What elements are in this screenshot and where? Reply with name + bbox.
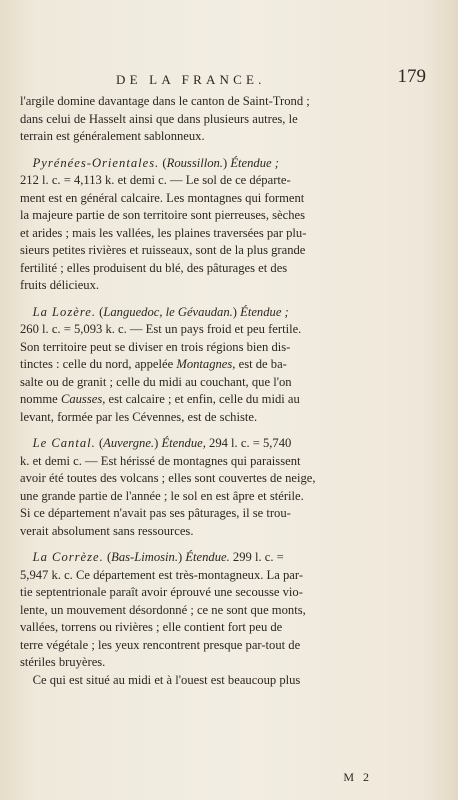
department-name: Le Cantal. xyxy=(32,436,96,450)
text-line: fertilité ; elles produisent du blé, des pâturages et des xyxy=(20,260,288,275)
text-line: vallées, torrens ou rivières ; elle contient fort peu de xyxy=(20,620,283,634)
text-line: fruits délicieux. xyxy=(20,278,100,292)
text-line: 5,947 k. c. Ce département est très-montagneux. La par- xyxy=(20,567,304,582)
text-fragment: est de ba- xyxy=(238,357,287,371)
paragraph-cantal xyxy=(20,435,426,453)
text-line xyxy=(20,672,426,690)
text-line: verait absolument sans ressources. xyxy=(20,523,194,538)
former-province: Bas-Limosin. xyxy=(111,550,178,564)
page-header xyxy=(116,66,426,94)
area-label: Étendue, xyxy=(161,436,206,450)
text-line: levant, formée par les Cévennes, est de schiste. xyxy=(20,409,258,424)
area-label: Étendue ; xyxy=(230,155,279,170)
text-fragment: Ce qui est situé au midi et à l'ouest est beaucoup plus xyxy=(32,672,301,687)
text-fragment: ) xyxy=(154,436,159,450)
text-line: et arides ; mais les vallées, les plaines traversées par plu- xyxy=(20,225,307,240)
text-line: la majeure partie de son territoire sont pierreuses, sèches xyxy=(20,208,305,222)
text-line: 260 l. c. = 5,093 k. c. — Est un pays froid et peu fertile. xyxy=(20,322,302,336)
text-fragment: 294 l. c. = 5,740 xyxy=(209,436,292,450)
text-line: ment est en général calcaire. Les montagnes qui forment xyxy=(20,190,305,205)
area-label: Étendue. xyxy=(185,550,230,564)
text-fragment: tinctes : celle du nord, appelée xyxy=(20,357,174,371)
text-line: Si ce département n'avait pas ses pâturages, il se trou- xyxy=(20,506,291,520)
text-line: 212 l. c. = 4,113 k. et demi c. — Le sol de ce départe- xyxy=(20,173,291,187)
text-line xyxy=(20,356,426,374)
former-province: Roussillon. xyxy=(166,155,223,170)
text-line: dans celui de Hasselt ainsi que dans plusieurs autres, le xyxy=(20,111,298,126)
text-line: stériles bruyères. xyxy=(20,655,106,669)
text-fragment: 299 l. c. = xyxy=(232,550,284,564)
department-name: Pyrénées-Orientales. xyxy=(32,155,160,170)
department-name: La Lozère. xyxy=(32,304,97,319)
running-head: DE LA FRANCE. xyxy=(116,72,266,87)
text-line: terre végétale ; les yeux rencontrent presque par-tout de xyxy=(20,637,301,652)
text-fragment: ) xyxy=(232,304,237,319)
text-fragment: ( xyxy=(162,155,167,170)
department-name: La Corrèze. xyxy=(32,550,104,564)
area-label: Étendue ; xyxy=(240,304,289,319)
paragraph-correze xyxy=(20,549,426,567)
text-line: lente, un mouvement désordonné ; ce ne sont que monts, xyxy=(20,602,306,617)
text-fragment: ( xyxy=(98,436,104,450)
body-text xyxy=(20,93,426,689)
signature-mark: M 2 xyxy=(343,770,372,784)
text-line: avoir été toutes des volcans ; elles sont couvertes de neige, xyxy=(20,471,316,485)
region-name: Causses, xyxy=(60,392,106,406)
text-line: Son territoire peut se diviser en trois régions bien dis- xyxy=(20,339,291,354)
text-fragment: ) xyxy=(177,550,183,564)
paragraph-lozere xyxy=(20,304,426,322)
former-province: Languedoc, le Gévaudan. xyxy=(103,304,233,319)
text-line: sieurs petites rivières et ruisseaux, sont de la plus grande xyxy=(20,243,306,257)
text-line: tie septentrionale paraît avoir éprouvé une secousse vio- xyxy=(20,585,303,599)
text-fragment: ( xyxy=(106,550,112,564)
former-province: Auvergne. xyxy=(103,436,155,450)
region-name: Montagnes, xyxy=(176,357,236,371)
text-line: une grande partie de l'année ; le sol en est âpre et stérile. xyxy=(20,488,304,503)
text-line: l'argile domine davantage dans le canton de Saint-Trond ; xyxy=(20,94,310,108)
text-fragment: ) xyxy=(222,155,228,170)
page-number: 179 xyxy=(397,66,426,87)
text-line: terrain est généralement sablonneux. xyxy=(20,129,205,143)
text-line: k. et demi c. — Est hérissé de montagnes qui paraissent xyxy=(20,453,301,468)
paragraph-pyrenees-orientales xyxy=(20,155,426,173)
text-line xyxy=(20,391,426,409)
text-fragment: ( xyxy=(99,304,104,319)
text-fragment: est calcaire ; et enfin, celle du midi au xyxy=(108,392,300,406)
text-fragment: nomme xyxy=(20,392,58,406)
text-line: salte ou de granit ; celle du midi au couchant, que l'on xyxy=(20,374,292,389)
